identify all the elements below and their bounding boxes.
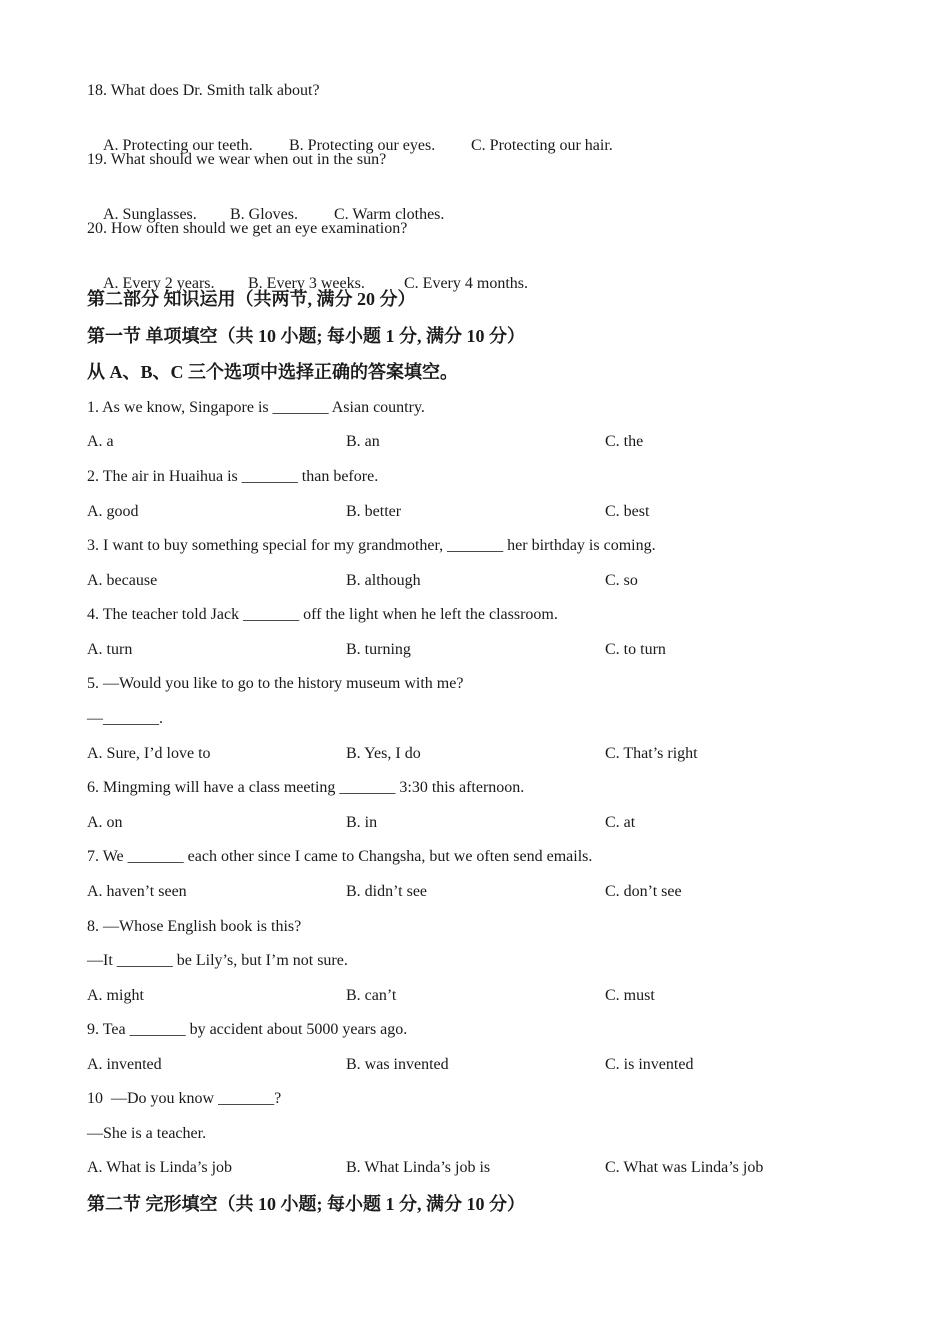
q1-option-a: A. a <box>87 433 114 450</box>
q5-option-b: B. Yes, I do <box>346 745 421 762</box>
section-one-title: 第一节 单项填空（共 10 小题; 每小题 1 分, 满分 10 分） <box>87 326 525 346</box>
question-5-reply: —_______. <box>87 710 163 727</box>
q10-option-a: A. What is Linda’s job <box>87 1159 233 1176</box>
option-b: B. Gloves. <box>230 206 298 223</box>
q6-option-a: A. on <box>87 814 123 831</box>
q1-option-c: C. the <box>605 433 644 450</box>
question-8: 8. —Whose English book is this? <box>87 918 302 935</box>
question-2: 2. The air in Huaihua is _______ than before. <box>87 468 379 485</box>
q8-option-c: C. must <box>605 987 655 1004</box>
question-8-reply: —It _______ be Lily’s, but I’m not sure. <box>87 952 348 969</box>
question-18: 18. What does Dr. Smith talk about? <box>87 82 320 99</box>
question-10-reply: —She is a teacher. <box>87 1125 207 1142</box>
section-two-title: 第二节 完形填空（共 10 小题; 每小题 1 分, 满分 10 分） <box>87 1194 525 1214</box>
option-c: C. Every 4 months. <box>404 275 528 292</box>
option-a: A. Sunglasses. <box>103 206 197 223</box>
q2-option-b: B. better <box>346 503 402 520</box>
question-3: 3. I want to buy something special for my grandmother, _______ her birthday is coming. <box>87 537 656 554</box>
q6-option-c: C. at <box>605 814 636 831</box>
q3-option-b: B. although <box>346 572 421 589</box>
q10-option-b: B. What Linda’s job is <box>346 1159 491 1176</box>
option-a: A. Every 2 years. <box>103 275 215 292</box>
q9-option-c: C. is invented <box>605 1056 694 1073</box>
question-1: 1. As we know, Singapore is _______ Asian country. <box>87 399 425 416</box>
q6-option-b: B. in <box>346 814 378 831</box>
question-7: 7. We _______ each other since I came to Changsha, but we often send emails. <box>87 848 593 865</box>
option-c: C. Protecting our hair. <box>471 137 613 154</box>
q4-option-c: C. to turn <box>605 641 666 658</box>
question-4: 4. The teacher told Jack _______ off the light when he left the classroom. <box>87 606 558 623</box>
question-10: 10 —Do you know _______? <box>87 1090 282 1107</box>
q5-option-a: A. Sure, I’d love to <box>87 745 211 762</box>
option-b: B. Every 3 weeks. <box>248 275 365 292</box>
q8-option-a: A. might <box>87 987 144 1004</box>
q2-option-a: A. good <box>87 503 139 520</box>
q9-option-b: B. was invented <box>346 1056 449 1073</box>
q3-option-c: C. so <box>605 572 638 589</box>
q8-option-b: B. can’t <box>346 987 397 1004</box>
question-20: 20. How often should we get an eye examination? <box>87 220 408 237</box>
question-9: 9. Tea _______ by accident about 5000 years ago. <box>87 1021 408 1038</box>
q9-option-a: A. invented <box>87 1056 162 1073</box>
question-5: 5. —Would you like to go to the history museum with me? <box>87 675 464 692</box>
question-6: 6. Mingming will have a class meeting _______ 3:30 this afternoon. <box>87 779 525 796</box>
q10-option-c: C. What was Linda’s job <box>605 1159 764 1176</box>
option-c: C. Warm clothes. <box>334 206 445 223</box>
question-19: 19. What should we wear when out in the sun? <box>87 151 387 168</box>
q7-option-b: B. didn’t see <box>346 883 428 900</box>
section-one-instruction: 从 A、B、C 三个选项中选择正确的答案填空。 <box>87 362 459 382</box>
q4-option-a: A. turn <box>87 641 133 658</box>
q2-option-c: C. best <box>605 503 650 520</box>
q7-option-c: C. don’t see <box>605 883 682 900</box>
q7-option-a: A. haven’t seen <box>87 883 187 900</box>
q3-option-a: A. because <box>87 572 158 589</box>
option-b: B. Protecting our eyes. <box>289 137 436 154</box>
q5-option-c: C. That’s right <box>605 745 698 762</box>
q1-option-b: B. an <box>346 433 380 450</box>
option-a: A. Protecting our teeth. <box>103 137 253 154</box>
q4-option-b: B. turning <box>346 641 411 658</box>
part-two-title: 第二部分 知识运用（共两节, 满分 20 分） <box>87 289 416 309</box>
